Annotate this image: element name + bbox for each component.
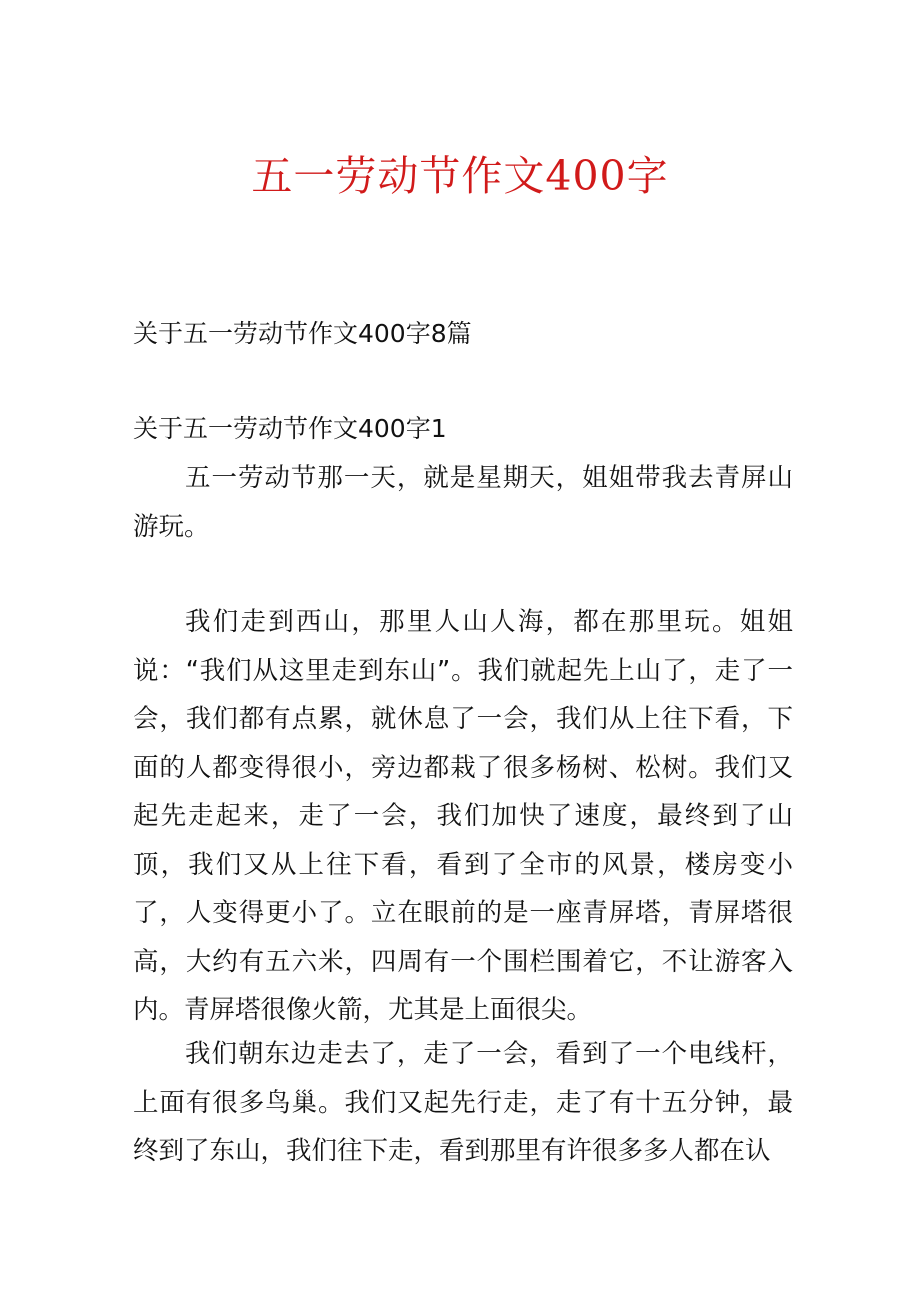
section-heading: 关于五一劳动节作文400字1: [133, 414, 447, 443]
paragraph: 我们走到西山，那里人山人海，都在那里玩。姐姐说：“我们从这里走到东山”。我们就起先上山了，走了一会，我们都有点累，就休息了一会，我们从上往下看，下面的人都变得很小，旁边都栽了很多杨树、松树。我们又起先走起来，走了一会，我们加快了速度，最终到了山顶，我们又从上往下看，看到了全市的风景，楼房变小了，人变得更小了。立在眼前的是一座青屏塔，青屏塔很高，大约有五六米，四周有一个围栏围着它，不让游客入内。青屏塔很像火箭，尤其是上面很尖。: [133, 607, 793, 1025]
paragraph: 我们朝东边走去了，走了一会，看到了一个电线杆，上面有很多鸟巢。我们又起先行走，走了有十五分钟，最终到了东山，我们往下走，看到那里有许很多多人都在认: [133, 1039, 793, 1166]
document-title: 五一劳动节作文400字: [251, 152, 669, 200]
paragraph: 五一劳动节那一天，就是星期天，姐姐带我去青屏山游玩。: [133, 463, 793, 542]
document-subtitle: 关于五一劳动节作文400字8篇: [133, 319, 472, 348]
